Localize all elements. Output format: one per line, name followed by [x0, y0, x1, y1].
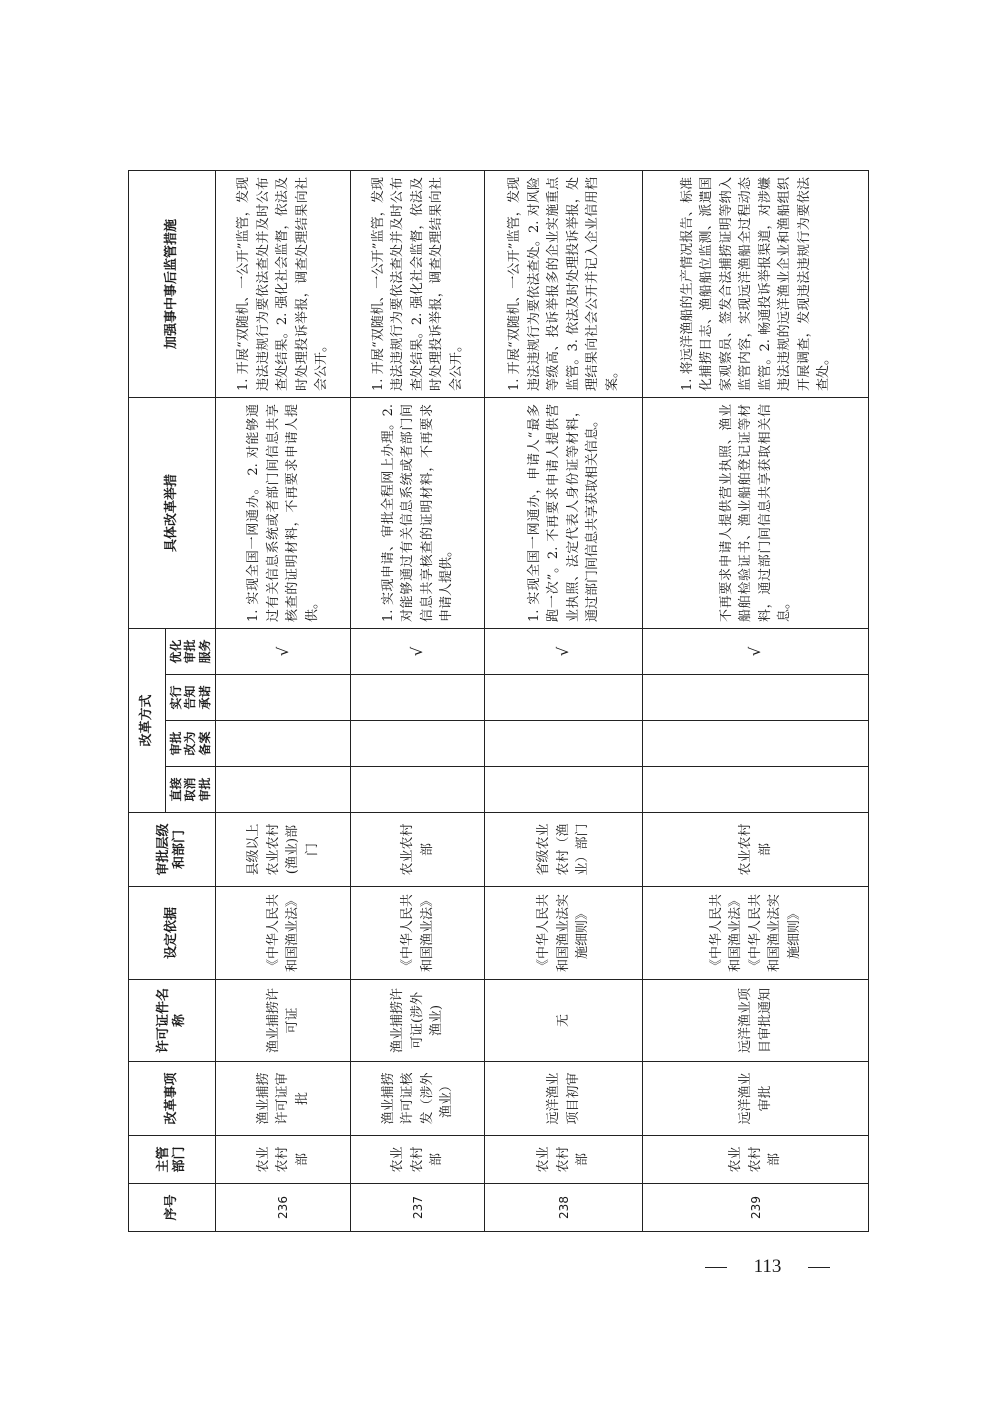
cell-supervision: 1. 开展“双随机、一公开”监管，发现违法违规行为要依法查处并及时公布查处结果。2. 强化社会监督，依法及时处理投诉举报，调查处理结果向社会公开。	[216, 170, 351, 397]
cell-seq: 236	[216, 1184, 351, 1232]
cell-dept: 农业农村部	[351, 1136, 485, 1184]
cell-basis: 《中华人民共和国渔业法》	[216, 887, 351, 980]
cell-measures: 1. 实现申请、审批全程网上办理。2. 对能够通过有关信息系统或者部门间信息共享核查的证明材料，不再要求申请人提供。	[351, 397, 485, 628]
cell-seq: 238	[485, 1184, 643, 1232]
cell-basis: 《中华人民共和国渔业法》	[351, 887, 485, 980]
cell-mode-filing	[643, 721, 869, 767]
cell-seq: 237	[351, 1184, 485, 1232]
cell-license: 渔业捕捞许可证(涉外渔业)	[351, 980, 485, 1062]
cell-mode-filing	[351, 721, 485, 767]
header-mode-commitment: 实行告知承诺	[166, 675, 216, 721]
cell-license: 无	[485, 980, 643, 1062]
header-measures: 具体改革举措	[129, 397, 216, 628]
cell-dept: 农业农村部	[485, 1136, 643, 1184]
header-basis: 设定依据	[129, 887, 216, 980]
cell-mode-commitment	[351, 675, 485, 721]
cell-basis: 《中华人民共和国渔业法实施细则》	[485, 887, 643, 980]
cell-mode-filing	[216, 721, 351, 767]
footer-dash-left	[705, 1267, 727, 1268]
reform-table	[128, 170, 869, 1232]
cell-mode-commitment	[485, 675, 643, 721]
cell-measures: 1. 实现全国一网通办，申请人“最多跑一次”。2. 不再要求申请人提供营业执照、法定代表人身份证等材料，通过部门间信息共享获取相关信息。	[485, 397, 643, 628]
page-number: 113	[753, 1256, 782, 1277]
table-row	[485, 170, 643, 1231]
cell-mode-cancel	[485, 767, 643, 813]
header-seq: 序号	[129, 1184, 216, 1232]
cell-license: 远洋渔业项目审批通知	[643, 980, 869, 1062]
cell-mode-cancel	[216, 767, 351, 813]
cell-mode-commitment	[643, 675, 869, 721]
cell-dept: 农业农村部	[216, 1136, 351, 1184]
header-mode-filing: 审批改为备案	[166, 721, 216, 767]
header-supervision: 加强事中事后监管措施	[129, 170, 216, 397]
cell-level: 农业农村部	[643, 813, 869, 887]
cell-item: 渔业捕捞许可证审批	[216, 1062, 351, 1136]
cell-mode-cancel	[351, 767, 485, 813]
cell-supervision: 1. 开展“双随机、一公开”监管，发现违法违规行为要依法查处。2. 对风险等级高、投诉举报多的企业实施重点监管。3. 依法及时处理投诉举报，处理结果向社会公开并记入企业信用档案。	[485, 170, 643, 397]
cell-measures: 不再要求申请人提供营业执照、渔业船舶检验证书、渔业船舶登记证等材料，通过部门间信息共享获取相关信息。	[643, 397, 869, 628]
cell-item: 远洋渔业审批	[643, 1062, 869, 1136]
cell-supervision: 1. 将远洋渔船的生产情况报告、标准化捕捞日志、渔船船位监测、派遣国家观察员、签发合法捕捞证明等纳入监管内容，实现远洋渔船全过程动态监管。2. 畅通投诉举报渠道，对涉嫌违法违规的远洋渔业企业和渔船组织开展调查，发现违法违规行为要依法查处。	[643, 170, 869, 397]
header-dept: 主管部门	[129, 1136, 216, 1184]
cell-license: 渔业捕捞许可证	[216, 980, 351, 1062]
header-level: 审批层级和部门	[129, 813, 216, 887]
table-row	[643, 170, 869, 1231]
header-row-1	[129, 170, 166, 1231]
header-item: 改革事项	[129, 1062, 216, 1136]
cell-mode-commitment	[216, 675, 351, 721]
cell-item: 远洋渔业项目初审	[485, 1062, 643, 1136]
table-row	[216, 170, 351, 1231]
footer-dash-right	[808, 1267, 830, 1268]
header-reform-mode: 改革方式	[129, 628, 166, 812]
cell-mode-cancel	[643, 767, 869, 813]
cell-level: 农业农村部	[351, 813, 485, 887]
check-mark-icon: √	[643, 628, 869, 674]
cell-measures: 1. 实现全国一网通办。 2. 对能够通过有关信息系统或者部门间信息共享核查的证明材料，不再要求申请人提供。	[216, 397, 351, 628]
header-mode-optimize: 优化审批服务	[166, 628, 216, 674]
rotated-table-container	[128, 171, 860, 1232]
cell-level: 县级以上农业农村(渔业)部门	[216, 813, 351, 887]
cell-item: 渔业捕捞许可证核发（涉外渔业）	[351, 1062, 485, 1136]
check-mark-icon: √	[485, 628, 643, 674]
cell-seq: 239	[643, 1184, 869, 1232]
cell-mode-filing	[485, 721, 643, 767]
page-footer	[705, 1255, 830, 1279]
check-mark-icon: √	[216, 628, 351, 674]
header-license: 许可证件名称	[129, 980, 216, 1062]
cell-dept: 农业农村部	[643, 1136, 869, 1184]
cell-basis: 《中华人民共和国渔业法》《中华人民共和国渔业法实施细则》	[643, 887, 869, 980]
check-mark-icon: √	[351, 628, 485, 674]
cell-level: 省级农业农村（渔业）部门	[485, 813, 643, 887]
table-row	[351, 170, 485, 1231]
header-mode-cancel: 直接取消审批	[166, 767, 216, 813]
cell-supervision: 1. 开展“双随机、一公开”监管，发现违法违规行为要依法查处并及时公布查处结果。2. 强化社会监督，依法及时处理投诉举报，调查处理结果向社会公开。	[351, 170, 485, 397]
